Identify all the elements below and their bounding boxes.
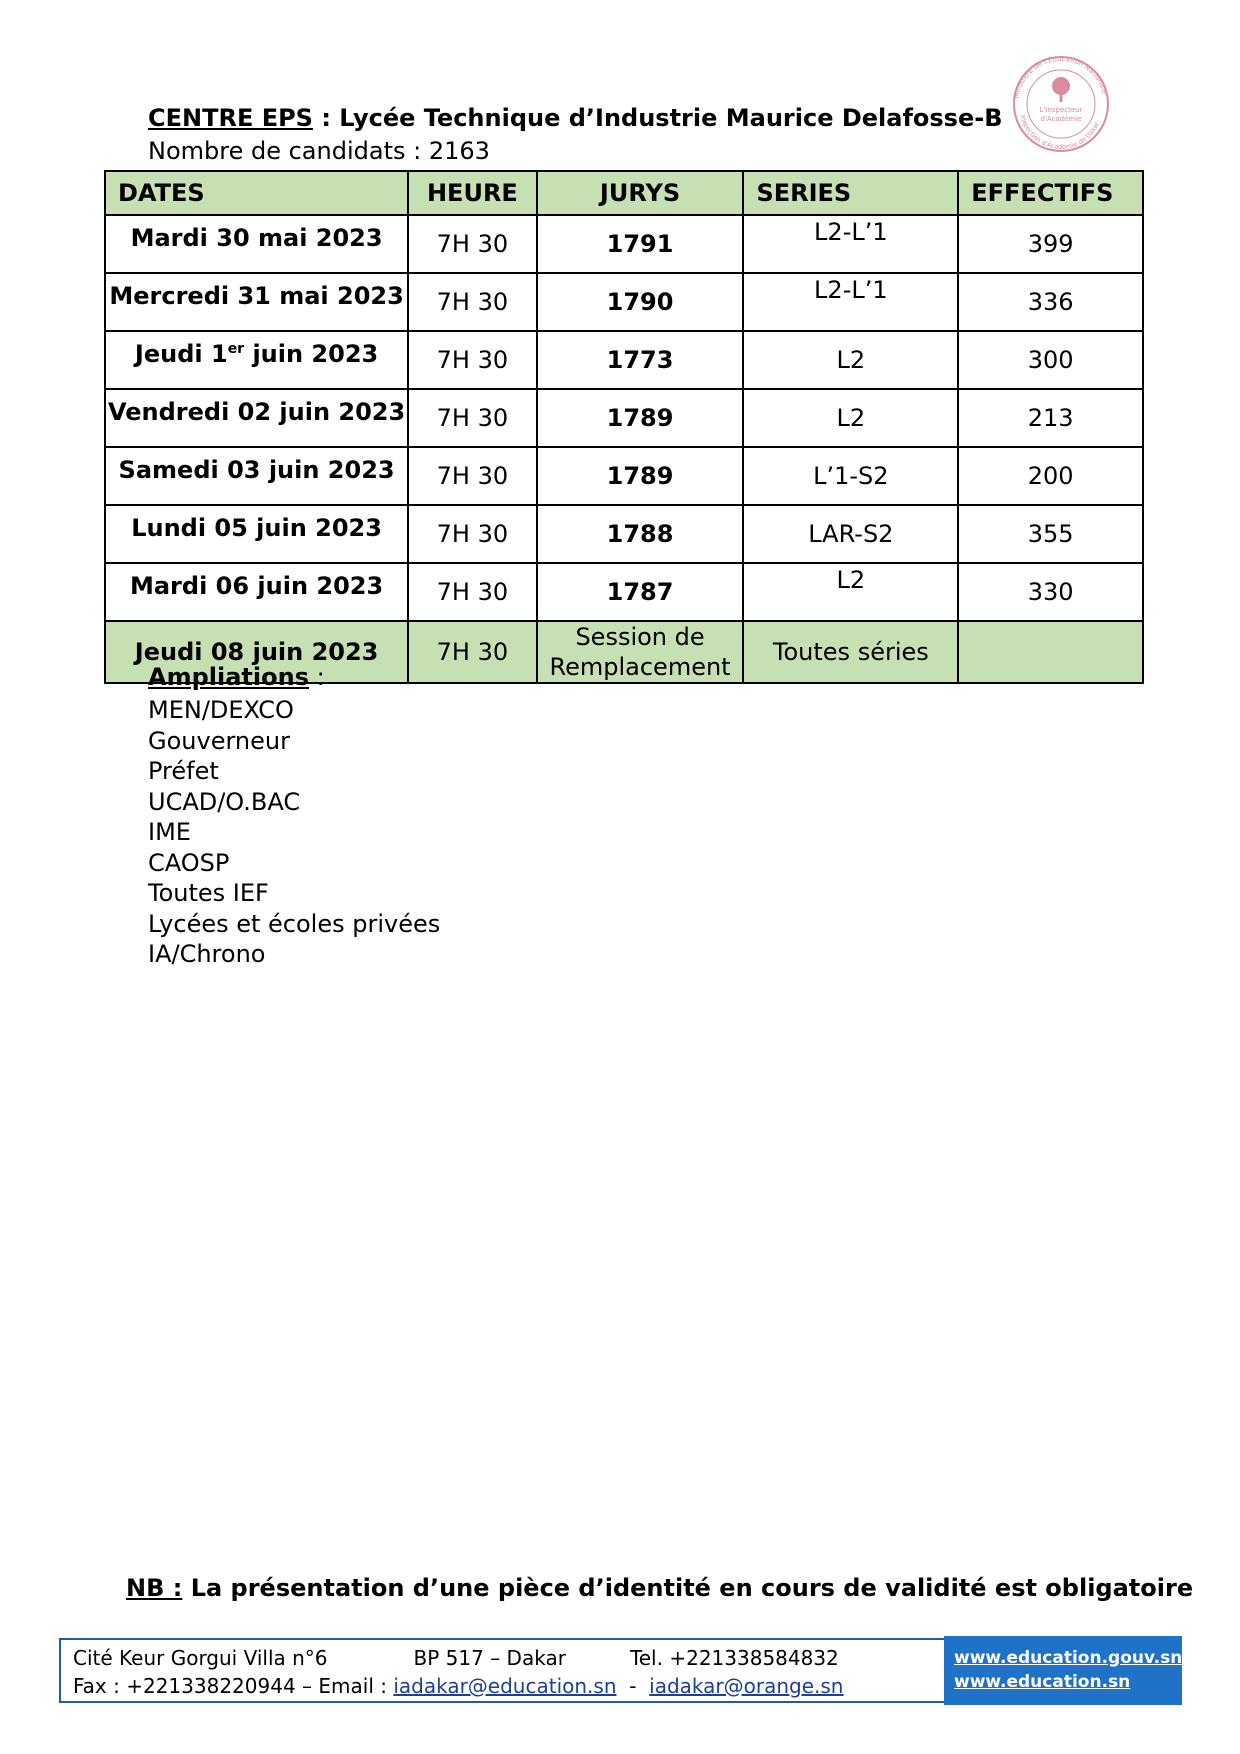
footer-websites (944, 1636, 1182, 1705)
table-header-row (105, 171, 1143, 215)
centre-sep: : (312, 104, 340, 132)
cell-series: LAR-S2 (743, 505, 958, 563)
cell-series: L’1-S2 (743, 447, 958, 505)
cell-series: Toutes séries (743, 621, 958, 683)
cell-jury: 1773 (537, 331, 744, 389)
footer-bp: BP 517 – Dakar (413, 1646, 566, 1670)
footer-line2 (73, 1674, 843, 1698)
cell-effectif: 300 (958, 331, 1143, 389)
cell-jury: 1791 (537, 215, 744, 273)
table-row (105, 389, 1143, 447)
cell-heure: 7H 30 (408, 621, 536, 683)
table-row (105, 505, 1143, 563)
list-item: Gouverneur (148, 726, 290, 755)
footer-line1 (73, 1646, 839, 1670)
date-text-end: juin 2023 (244, 340, 379, 368)
cell-series: L2-L’1 (743, 273, 958, 331)
table-row (105, 273, 1143, 331)
list-item: CAOSP (148, 848, 230, 877)
cell-heure: 7H 30 (408, 389, 536, 447)
candidate-count: Nombre de candidats : 2163 (148, 137, 490, 165)
centre-name: Lycée Technique d’Industrie Maurice Delafosse-B (339, 104, 1003, 132)
cell-heure: 7H 30 (408, 447, 536, 505)
stamp-text-center1: L'Inspecteur (1039, 106, 1083, 114)
footer-address: Cité Keur Gorgui Villa n°6 (73, 1646, 328, 1670)
header-series: SERIES (743, 171, 958, 215)
cell-jury: 1788 (537, 505, 744, 563)
stamp-tree-icon (1052, 77, 1070, 102)
session-line1: Session de (575, 623, 705, 651)
list-item: UCAD/O.BAC (148, 787, 301, 816)
cell-series: L2-L’1 (743, 215, 958, 273)
cell-jury: 1789 (537, 389, 744, 447)
ampliations-heading (148, 663, 325, 691)
cell-date: Samedi 03 juin 2023 (105, 447, 408, 505)
cell-date: Mardi 06 juin 2023 (105, 563, 408, 621)
centre-title (148, 104, 1002, 132)
cell-effectif: 399 (958, 215, 1143, 273)
list-item: MEN/DEXCO (148, 696, 294, 724)
official-stamp (1000, 46, 1122, 154)
cell-effectif: 336 (958, 273, 1143, 331)
header-heure: HEURE (408, 171, 536, 215)
footer-tel: Tel. +221338584832 (629, 1646, 839, 1670)
cell-jury: 1787 (537, 563, 744, 621)
cell-heure: 7H 30 (408, 215, 536, 273)
cell-series: L2 (743, 331, 958, 389)
date-superscript: er (227, 341, 245, 357)
list-item: IME (148, 818, 191, 846)
stamp-text-center2: d'Académie (1040, 115, 1082, 123)
cell-effectif: 330 (958, 563, 1143, 621)
ampliations-sep: : (308, 663, 325, 691)
cell-series: L2 (743, 563, 958, 621)
cell-effectif: 355 (958, 505, 1143, 563)
header-jurys: JURYS (537, 171, 744, 215)
header-effectifs: EFFECTIFS (958, 171, 1143, 215)
footer-dash: - (616, 1674, 650, 1698)
footer-fax: Fax : +221338220944 – Email : (73, 1674, 394, 1698)
table-row (105, 215, 1143, 273)
stamp-text-bottom: Inspection d'Académie de Dakar (1018, 114, 1101, 152)
cell-jury: 1790 (537, 273, 744, 331)
cell-date: Mardi 30 mai 2023 (105, 215, 408, 273)
cell-date: Mercredi 31 mai 2023 (105, 273, 408, 331)
nb-notice (126, 1574, 1193, 1602)
list-item: Préfet (148, 757, 219, 785)
footer-contact (59, 1638, 948, 1703)
nb-text: La présentation d’une pièce d’identité en cours de validité est obligatoire (182, 1574, 1194, 1602)
table-row (105, 331, 1143, 389)
ampliations-list (148, 695, 440, 970)
cell-date: Jeudi 08 juin 2023 (105, 621, 408, 683)
schedule-table (104, 170, 1144, 684)
cell-heure: 7H 30 (408, 563, 536, 621)
website-link-education[interactable]: www.education.sn (954, 1672, 1131, 1692)
cell-date (105, 331, 408, 389)
list-item: Lycées et écoles privées (148, 909, 441, 938)
table-row (105, 447, 1143, 505)
stamp-text-top: Ministère de l'Éducation Nationale (1012, 54, 1109, 99)
session-line2: Remplacement (549, 653, 731, 681)
cell-heure: 7H 30 (408, 273, 536, 331)
website-link-gouv[interactable]: www.education.gouv.sn (954, 1648, 1183, 1668)
cell-series: L2 (743, 389, 958, 447)
ampliations-label: Ampliations (148, 663, 309, 691)
centre-label: CENTRE EPS (148, 104, 313, 132)
list-item: Toutes IEF (148, 879, 269, 907)
cell-jury: 1789 (537, 447, 744, 505)
date-text: Jeudi 1 (134, 340, 228, 368)
cell-effectif: 200 (958, 447, 1143, 505)
nb-label: NB : (126, 1574, 183, 1602)
cell-effectif: 213 (958, 389, 1143, 447)
email-link-orange[interactable]: iadakar@orange.sn (649, 1674, 844, 1698)
cell-heure: 7H 30 (408, 331, 536, 389)
cell-date: Vendredi 02 juin 2023 (105, 389, 408, 447)
header-dates: DATES (105, 171, 408, 215)
table-row (105, 563, 1143, 621)
cell-effectif (958, 621, 1143, 683)
cell-heure: 7H 30 (408, 505, 536, 563)
list-item: IA/Chrono (148, 940, 266, 968)
cell-date: Lundi 05 juin 2023 (105, 505, 408, 563)
email-link-education[interactable]: iadakar@education.sn (393, 1674, 617, 1698)
cell-jury-session (537, 621, 744, 683)
